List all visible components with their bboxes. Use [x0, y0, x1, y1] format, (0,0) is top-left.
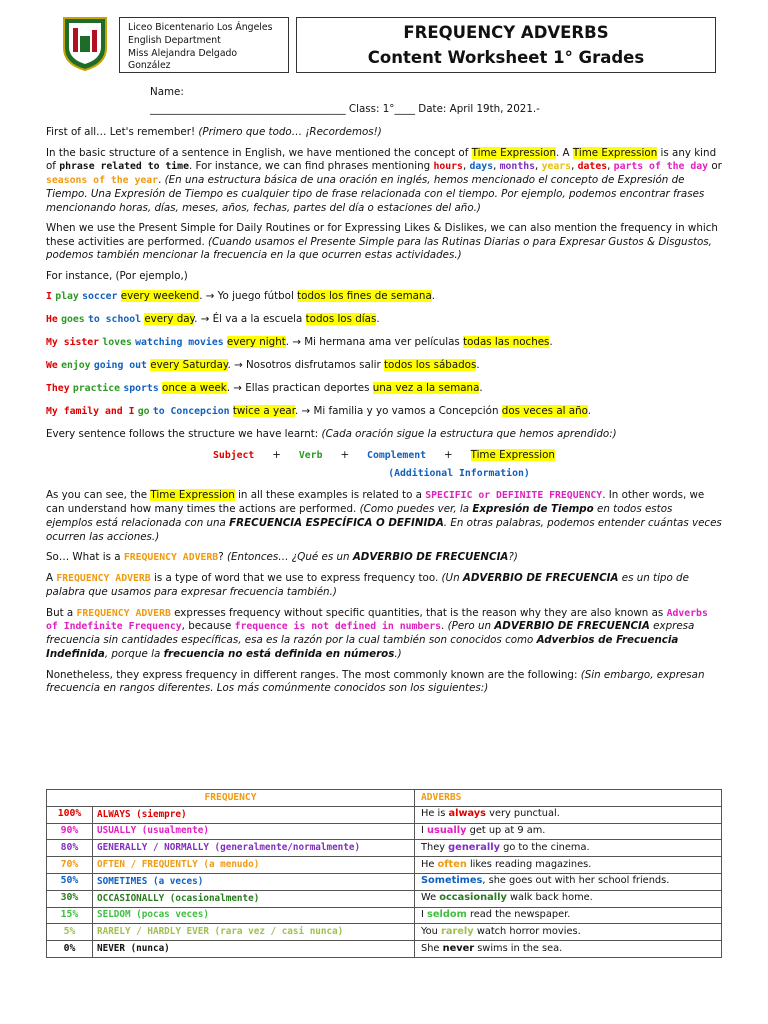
title-box — [296, 17, 716, 73]
p6-es-bold1: ADVERBIO DE FRECUENCIA — [494, 620, 650, 633]
example-pre: She — [421, 942, 440, 954]
p3-c: . In other words, we can understand how many times the actions are performed. — [46, 489, 705, 516]
example-adverb: occasionally — [439, 892, 507, 904]
example-adverb: never — [442, 942, 475, 954]
p1-text-c: is any kind of — [46, 146, 717, 173]
adverb-example — [415, 806, 722, 823]
p3-es-bold2: FRECUENCIA ESPECÍFICA O DEFINIDA — [229, 516, 444, 529]
example-translation-time: todos los días — [305, 313, 377, 326]
table-header-row — [47, 790, 722, 807]
example-end: . — [587, 405, 591, 418]
p1-or: or — [711, 160, 722, 173]
school-info-box — [119, 17, 289, 73]
example-post: likes reading magazines. — [469, 858, 592, 870]
p6-es-bold2: Adverbios de Frecuencia Indefinida — [46, 634, 679, 660]
for-instance-label: For instance, (Por ejemplo,) — [46, 269, 188, 282]
p3-specific-frequency: SPECIFIC or DEFINITE FREQUENCY — [425, 490, 603, 502]
structure-additional — [46, 467, 722, 481]
p5-es1: (Un — [441, 572, 460, 584]
example-subject: I — [46, 291, 52, 303]
example-end: . — [479, 382, 483, 395]
example-end: . — [476, 359, 480, 372]
department-name: English Department — [128, 34, 221, 46]
worksheet-content — [46, 126, 722, 703]
example-pre: He — [421, 858, 435, 870]
p4-es1: (Entonces… ¿Qué es un — [226, 551, 350, 564]
example-subject: They — [46, 383, 70, 395]
p3-time-expression: Time Expression — [150, 489, 235, 502]
frequency-percent: 30% — [47, 890, 93, 907]
frequency-percent: 70% — [47, 857, 93, 874]
table-row — [47, 823, 722, 840]
example-time-expression: every day — [144, 313, 195, 326]
p6-a: But a — [46, 606, 74, 619]
adverb-example — [415, 840, 722, 857]
example-verb: loves — [102, 337, 132, 349]
example-translation-text: . → Nosotros disfrutamos salir — [227, 359, 381, 372]
table-row — [47, 924, 722, 941]
table-row — [47, 840, 722, 857]
example-translation-time: todos los fines de semana — [297, 290, 432, 303]
example-complement: sports — [123, 383, 159, 395]
frequency-adverb-name: SOMETIMES (a veces) — [93, 873, 415, 890]
example-sentence — [46, 382, 722, 396]
example-time-expression: every night — [226, 336, 286, 349]
example-adverb: usually — [427, 825, 467, 837]
example-adverb: Sometimes — [421, 875, 483, 887]
example-post: watch horror movies. — [476, 925, 581, 937]
example-translation-time: todas las noches — [463, 336, 550, 349]
example-pre: They — [421, 841, 446, 853]
frequency-adverb-name: GENERALLY / NORMALLY (generalmente/normalmente) — [93, 840, 415, 857]
example-end: . — [549, 336, 553, 349]
ranges-paragraph — [46, 669, 722, 696]
table-body — [47, 806, 722, 957]
p1-time-expression-2: Time Expression — [572, 146, 658, 159]
structure-plus-3: + — [443, 448, 453, 461]
example-adverb: always — [448, 808, 487, 820]
example-sentence — [46, 290, 722, 304]
example-adverb: generally — [448, 841, 500, 853]
p6-b: expresses frequency without specific quantities, that is the reason why they are also known as — [174, 606, 664, 619]
what-is-paragraph — [46, 551, 722, 565]
example-adverb: often — [437, 858, 467, 870]
present-simple-paragraph — [46, 222, 722, 263]
structure-additional-info: (Additional Information) — [388, 467, 530, 479]
table-row — [47, 907, 722, 924]
p1-time-expression: Time Expression — [471, 146, 556, 159]
sentence-structure — [46, 449, 722, 463]
example-time-expression: once a week — [162, 382, 227, 395]
example-translation-text: . → Él va a la escuela — [194, 313, 303, 326]
intro-paragraph — [46, 126, 722, 140]
example-verb: practice — [72, 383, 121, 395]
example-translation-time: dos veces al año — [501, 405, 588, 418]
frequency-adverb-name: RARELY / HARDLY EVER (rara vez / casi nunca) — [93, 924, 415, 941]
example-translation-text: . → Mi hermana ama ver películas — [285, 336, 460, 349]
structure-intro-en: Every sentence follows the structure we have learnt: — [46, 428, 319, 440]
example-sentence — [46, 405, 722, 419]
school-crest-logo — [60, 14, 110, 72]
example-time-expression: every Saturday — [150, 359, 228, 372]
example-end: . — [431, 290, 436, 303]
example-post: , she goes out with her school friends. — [482, 875, 670, 887]
p7-es: (Sin embargo, expresan frecuencia en rangos diferentes. Los más comúnmente conocidos son los siguientes:) — [46, 668, 705, 695]
p3-a: As you can see, the — [46, 489, 148, 502]
example-translation-time: todos los sábados — [384, 359, 477, 372]
example-post: very punctual. — [489, 808, 560, 820]
p4-b: ? — [218, 551, 224, 564]
frequency-adverb-name: NEVER (nunca) — [93, 941, 415, 958]
example-subject: My family and I — [46, 406, 135, 418]
example-translation-text: . → Mi familia y yo vamos a Concepción — [295, 405, 499, 418]
p5-es-bold: ADVERBIO DE FRECUENCIA — [462, 572, 619, 584]
p1-text-a: In the basic structure of a sentence in English, we have mentioned the concept of — [46, 146, 469, 159]
p3-es1: (Como puedes ver, la — [359, 503, 470, 516]
frequency-percent: 15% — [47, 907, 93, 924]
structure-verb: Verb — [298, 449, 323, 461]
example-complement: to school — [87, 314, 142, 326]
table-row — [47, 941, 722, 958]
example-translation-text: . → Yo juego fútbol — [199, 290, 294, 303]
p1-spanish: (En una estructura básica de una oración en inglés, hemos mencionado el concepto de Expresión de Tiempo. Una Expresión de Tiempo es cualquier tipo de frase relacionada con el tiempo. Por ejemplo, podemos encontrar frases mencionando horas, días, meses, años, fechas, partes del día o estaciones del año.) — [46, 174, 705, 214]
frequency-percent: 80% — [47, 840, 93, 857]
adverb-example — [415, 924, 722, 941]
p4-a: So… What is a — [46, 551, 121, 564]
structure-plus-2: + — [340, 448, 350, 461]
teacher-name: Miss Alejandra Delgado González — [128, 47, 238, 72]
frequency-adverb-name: USUALLY (usualmente) — [93, 823, 415, 840]
p6-d: . — [441, 620, 445, 633]
p4-frequency-adverb: FREQUENCY ADVERB — [123, 552, 219, 564]
p6-frequency-adverb: FREQUENCY ADVERB — [76, 607, 171, 619]
p2-es: (Cuando usamos el Presente Simple para las Rutinas Diarias o para Expresar Gustos & Disgustos, podemos también mencionar la frecuencia en la que ocurren estas actividades.) — [46, 235, 712, 262]
p5-a: A — [46, 572, 54, 584]
example-adverb: rarely — [441, 925, 474, 937]
structure-subject: Subject — [213, 449, 255, 461]
example-sentence — [46, 336, 722, 350]
example-verb: goes — [61, 314, 85, 326]
example-post: swims in the sea. — [477, 942, 563, 954]
time-expression-paragraph: In the basic structure of a sentence in English, we have mentioned the concept of Time Expression. A Time Expression is any kind of phrase related to time. For instance, we can find phrases mentioning hours, days, months, years, dates, parts of the day or seasons of the year. (En una estructura básica de una oración en inglés, hemos mencionado el concepto de Expresión de Tiempo. Una Expresión de Tiempo es cualquier tipo de frase relacionada con el tiempo. Por ejemplo, podemos encontrar frases mencionando horas, días, meses, años, fechas, partes del día o estaciones del año.) — [46, 146, 722, 214]
p2-en: When we use the Present Simple for Daily Routines or for Expressing Likes & Dislikes, we can also mention the frequency in which these activities are performed. — [46, 222, 718, 248]
example-subject: He — [46, 314, 58, 326]
p1-hours: hours — [433, 161, 463, 173]
example-post: get up at 9 am. — [469, 825, 546, 837]
example-sentence — [46, 359, 722, 373]
structure-time-expression: Time Expression — [470, 448, 555, 461]
p1-seasons: seasons of the year — [46, 175, 159, 187]
example-translation-text: . → Ellas practican deportes — [226, 382, 370, 395]
p5-b: is a type of word that we use to express frequency too. — [153, 572, 439, 584]
adverb-example — [415, 823, 722, 840]
p6-es-bold3: frecuencia no está definida en números — [163, 647, 395, 660]
table-row — [47, 806, 722, 823]
worksheet-title: FREQUENCY ADVERBS — [403, 23, 609, 42]
example-complement: soccer — [82, 291, 118, 303]
adverb-example — [415, 890, 722, 907]
p3-b: in all these examples is related to a — [238, 489, 422, 502]
class-date-line: ______________________________________ Class: 1°____ Date: April 19th, 2021.- — [150, 103, 540, 115]
worksheet-subtitle: Content Worksheet 1° Grades — [367, 48, 645, 67]
p3-es-bold1: Expresión de Tiempo — [472, 503, 594, 516]
frequency-adverbs-table — [46, 789, 722, 958]
example-time-expression: every weekend — [120, 290, 200, 303]
p1-parts-of-day: parts of the day — [613, 161, 709, 173]
example-end: . — [376, 313, 380, 326]
example-sentence — [46, 313, 722, 327]
structure-intro-es: (Cada oración sigue la estructura que hemos aprendido:) — [321, 428, 617, 440]
adverb-example — [415, 857, 722, 874]
p1-dates: dates — [577, 161, 608, 173]
frequency-adverb-name: OFTEN / FREQUENTLY (a menudo) — [93, 857, 415, 874]
p3-es3: . En otras palabras, podemos entender cuántas veces ocurren las acciones.) — [46, 516, 722, 543]
p6-es3: , porque la — [104, 647, 161, 660]
structure-complement: Complement — [367, 449, 427, 461]
intro-en: First of all… Let's remember! — [46, 126, 196, 138]
specific-frequency-paragraph — [46, 489, 722, 544]
column-header-adverbs: ADVERBS — [415, 790, 722, 807]
table-row — [47, 890, 722, 907]
frequency-percent: 50% — [47, 873, 93, 890]
example-pre: We — [421, 892, 437, 904]
p7-en: Nonetheless, they express frequency in different ranges. The most commonly known are the following: — [46, 668, 578, 681]
indefinite-paragraph — [46, 607, 722, 662]
example-verb: enjoy — [61, 360, 91, 372]
example-pre: You — [421, 925, 438, 937]
table-row — [47, 857, 722, 874]
p1-phrase-related-to-time: phrase related to time — [59, 161, 189, 173]
example-verb: go — [137, 406, 150, 418]
school-name: Liceo Bicentenario Los Ángeles — [128, 22, 273, 33]
example-post: go to the cinema. — [503, 841, 590, 853]
p6-c: , because — [181, 620, 232, 633]
example-post: read the newspaper. — [469, 909, 571, 921]
adverb-example — [415, 941, 722, 958]
example-complement: going out — [93, 360, 147, 372]
p1-days: days — [469, 161, 494, 173]
p6-adverbs-indefinite: Adverbs of Indefinite Frequency — [46, 607, 708, 633]
frequency-percent: 90% — [47, 823, 93, 840]
example-subject: We — [46, 360, 58, 372]
example-pre: He is — [421, 808, 446, 820]
definition-paragraph — [46, 572, 722, 600]
example-complement: to Concepcion — [152, 406, 230, 418]
structure-intro — [46, 428, 722, 442]
frequency-adverb-name: ALWAYS (siempre) — [93, 806, 415, 823]
column-header-frequency: FREQUENCY — [47, 790, 415, 807]
adverb-example — [415, 907, 722, 924]
example-complement: watching movies — [135, 337, 224, 349]
frequency-adverb-name: SELDOM (pocas veces) — [93, 907, 415, 924]
p6-es4: .) — [394, 647, 402, 660]
frequency-adverb-name: OCCASIONALLY (ocasionalmente) — [93, 890, 415, 907]
p1-text-b: . A — [555, 146, 570, 159]
example-pre: I — [421, 909, 424, 921]
example-time-expression: twice a year — [232, 405, 296, 418]
example-verb: play — [55, 291, 79, 303]
example-adverb: seldom — [427, 909, 467, 921]
frequency-percent: 0% — [47, 941, 93, 958]
p3-es2: en todos estos ejemplos está relacionada con una — [46, 503, 673, 529]
p1-text-d: . For instance, we can find phrases mentioning — [188, 160, 431, 173]
frequency-percent: 100% — [47, 806, 93, 823]
example-subject: My sister — [46, 337, 100, 349]
intro-es: (Primero que todo… ¡Recordemos!) — [198, 126, 382, 138]
structure-plus-1: + — [272, 448, 281, 461]
p6-es1: (Pero un — [447, 620, 492, 633]
example-translation-time: una vez a la semana — [372, 382, 480, 395]
p4-es-bold: ADVERBIO DE FRECUENCIA — [352, 551, 509, 564]
adverb-example — [415, 873, 722, 890]
p6-not-defined: frequence is not defined in numbers — [234, 621, 442, 633]
p1-months: months — [499, 161, 536, 173]
p4-es2: ?) — [508, 551, 518, 564]
p6-es2: expresa frecuencia sin cantidades específicas, esa es la razón por la cual también son conocidos como — [46, 620, 695, 647]
table-row — [47, 873, 722, 890]
examples-list — [46, 290, 722, 419]
p5-frequency-adverb: FREQUENCY ADVERB — [56, 573, 151, 584]
name-label: Name: — [150, 86, 184, 98]
p5-es2: es un tipo de palabra que usamos para expresar frecuencia también.) — [46, 572, 689, 598]
example-post: walk back home. — [509, 892, 593, 904]
p1-years: years — [541, 161, 572, 173]
frequency-percent: 5% — [47, 924, 93, 941]
example-pre: I — [421, 825, 424, 837]
